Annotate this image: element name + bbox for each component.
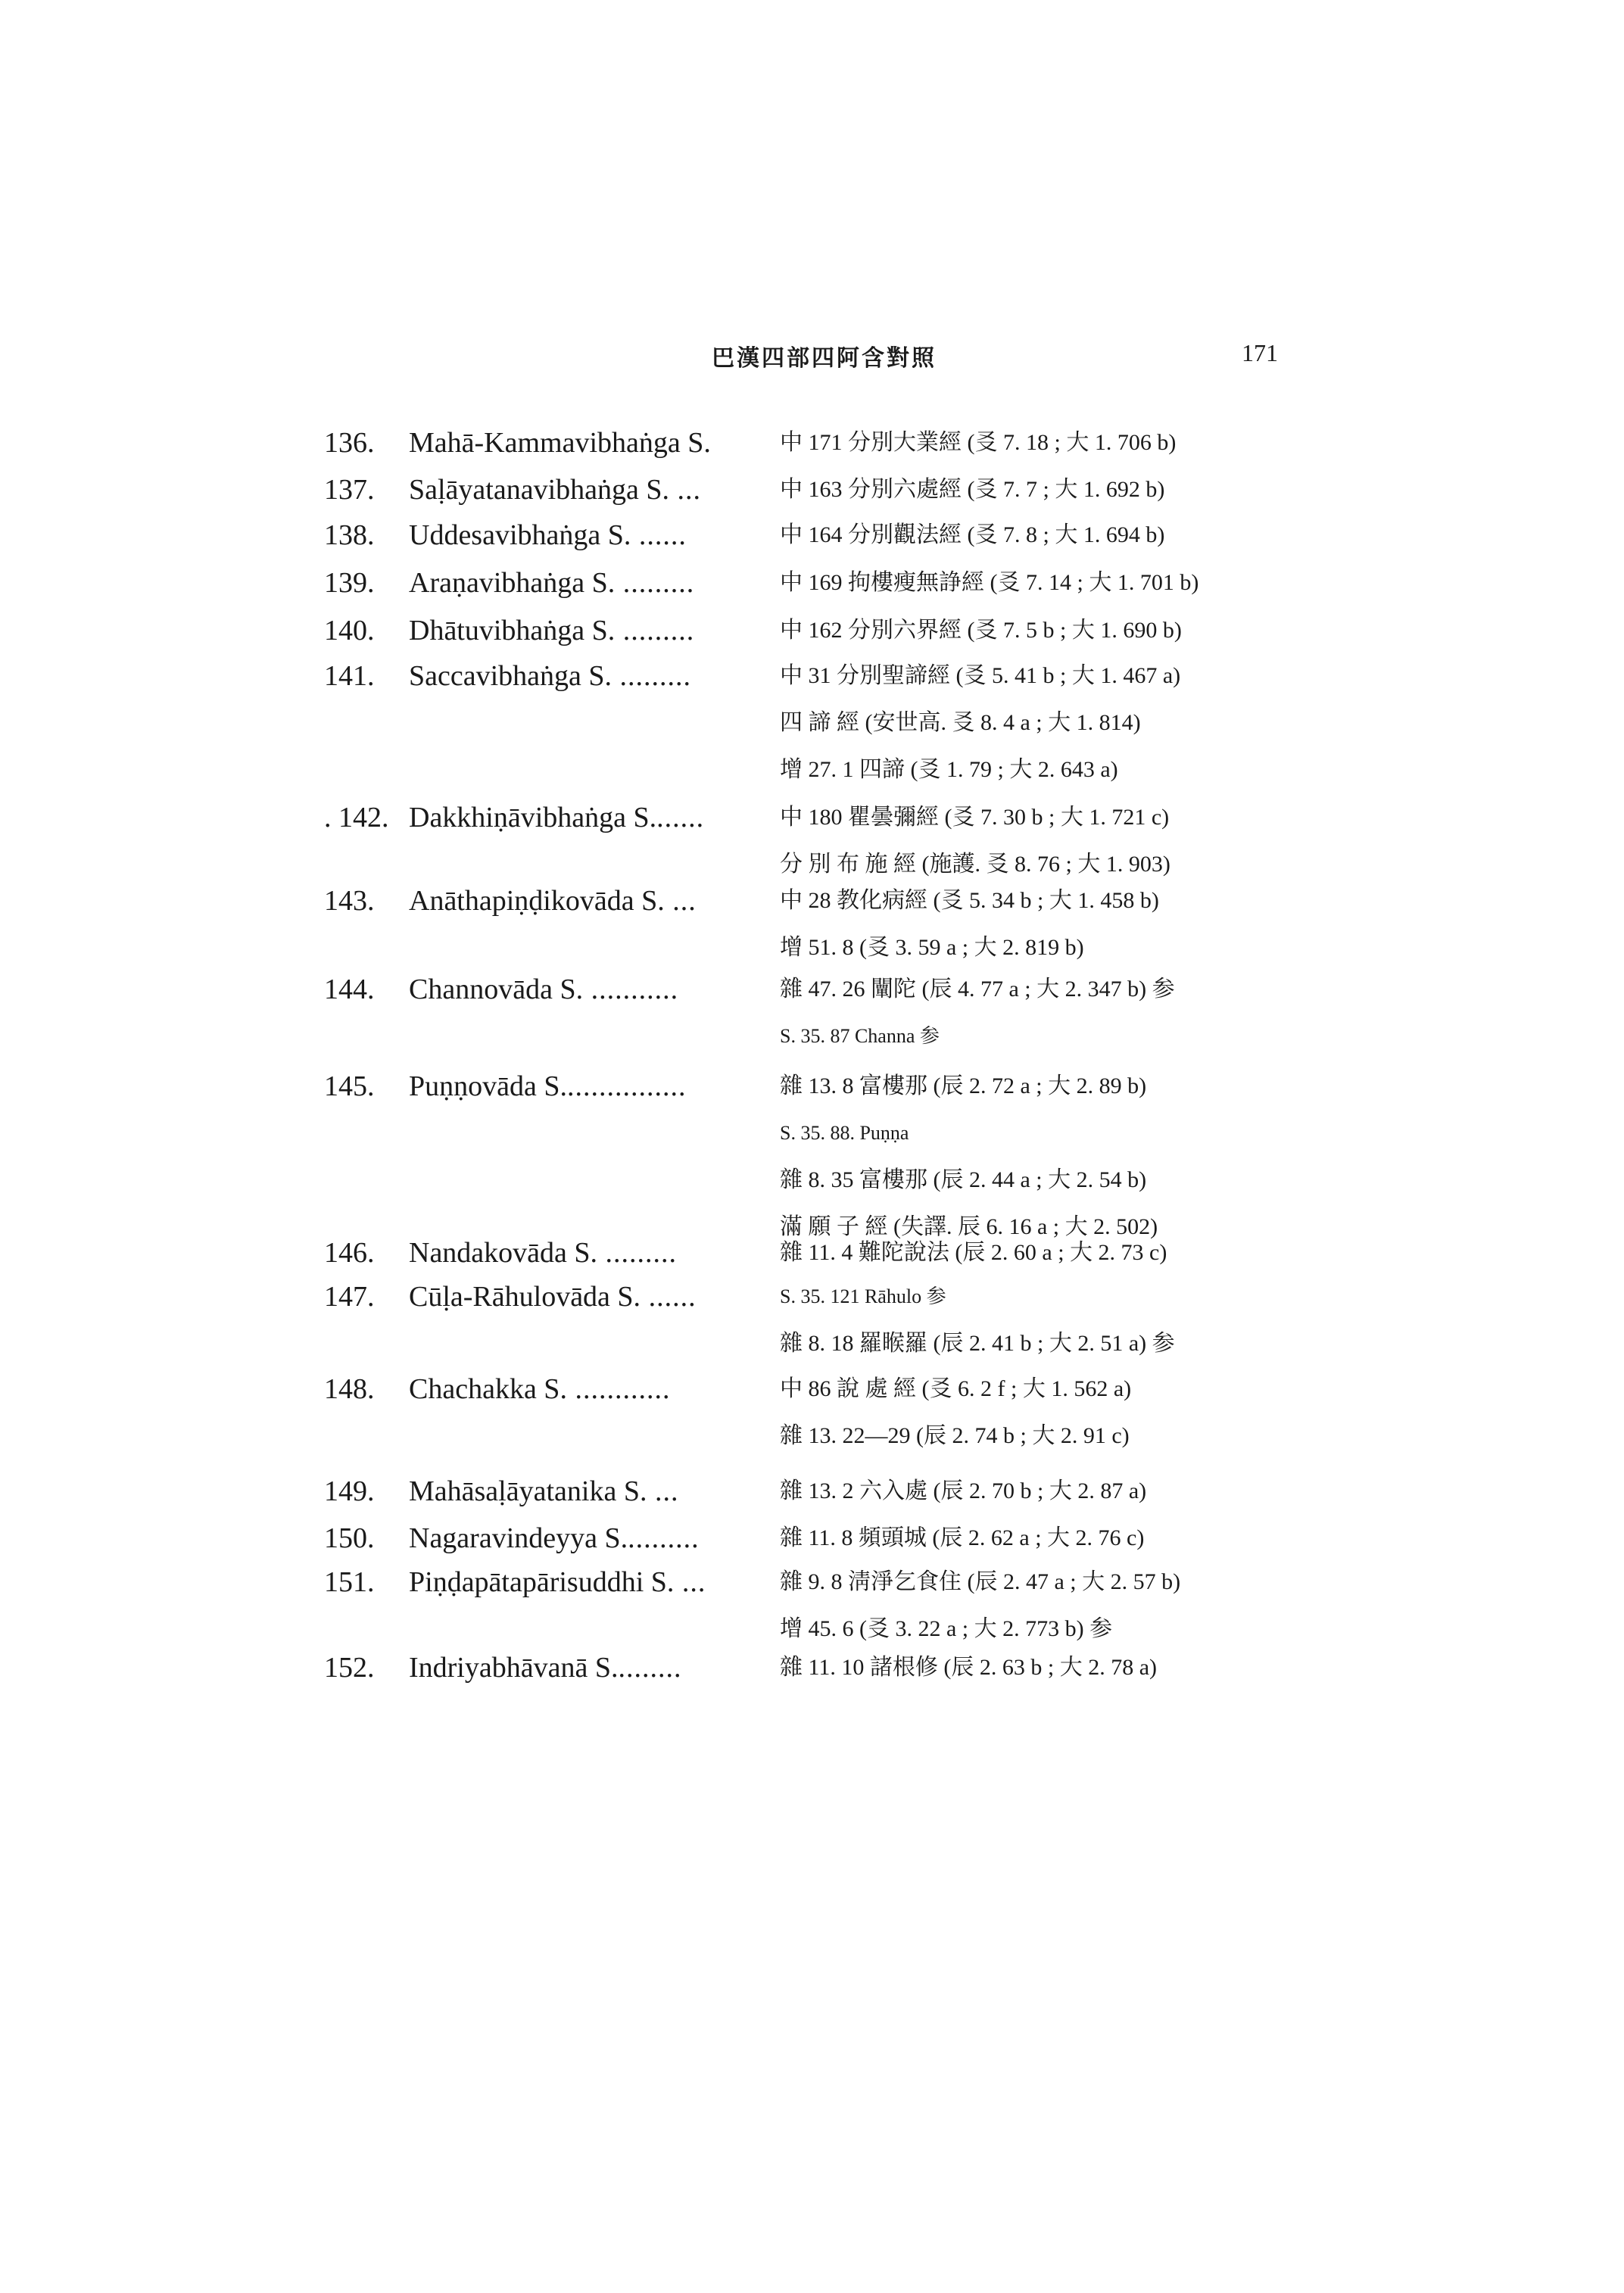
leader-dots: .........	[612, 660, 692, 692]
leader-dots: ........	[618, 1652, 682, 1684]
page-number: 171	[1242, 339, 1278, 366]
sutta-name: Nagaravindeyya S.	[409, 1522, 628, 1554]
leader-dots: .........	[615, 567, 695, 599]
sutta-name: Saḷāyatanavibhaṅga S.	[409, 474, 670, 506]
entry-title	[409, 657, 691, 695]
sutta-name: Chachakka S.	[409, 1373, 567, 1405]
entry-number: 149.	[324, 1475, 375, 1507]
additional-reference: 雜 8. 35 富樓那 (辰 2. 44 a ; 大 2. 54 b)	[780, 1167, 1147, 1192]
entry-title	[409, 882, 697, 920]
entry-number: 141.	[324, 660, 375, 692]
sutta-name: Cūḷa-Rāhulovāda S.	[409, 1281, 641, 1313]
primary-reference: 中 171 分別大業經 (㕛 7. 18 ; 大 1. 706 b)	[780, 430, 1177, 455]
primary-reference: 雜 13. 2 六入處 (辰 2. 70 b ; 大 2. 87 a)	[780, 1478, 1147, 1503]
entry-title	[409, 471, 701, 509]
sutta-name: Dhātuvibhaṅga S.	[409, 615, 616, 646]
leader-dots: ...............	[567, 1070, 687, 1102]
leader-dots: ............	[566, 1373, 671, 1405]
additional-reference: 分 別 布 施 經 (施護. 㕛 8. 76 ; 大 1. 903)	[780, 852, 1170, 877]
sutta-name: Channovāda S.	[409, 974, 584, 1005]
entry-number: 144.	[324, 974, 375, 1005]
entry-title	[409, 1519, 700, 1557]
additional-reference: 增 51. 8 (㕛 3. 59 a ; 大 2. 819 b)	[780, 935, 1084, 960]
additional-reference: S. 35. 88. Puṇṇa	[780, 1122, 909, 1144]
entry-title	[409, 516, 687, 554]
entry-number: 145.	[324, 1070, 375, 1102]
leader-dots: ......	[641, 1281, 697, 1313]
entry-number: 138.	[324, 519, 375, 551]
additional-reference: 增 45. 6 (㕛 3. 22 a ; 大 2. 773 b) 参	[780, 1616, 1113, 1641]
entry-number: 136.	[324, 427, 375, 459]
entry-number: 143.	[324, 885, 375, 917]
primary-reference: 中 169 拘樓瘦無諍經 (㕛 7. 14 ; 大 1. 701 b)	[780, 570, 1199, 595]
additional-reference: 雜 13. 22—29 (辰 2. 74 b ; 大 2. 91 c)	[780, 1423, 1130, 1448]
sutta-name: Araṇavibhaṅga S.	[409, 567, 616, 599]
entry-title	[409, 1278, 697, 1316]
sutta-name: Uddesavibhaṅga S.	[409, 519, 631, 551]
entry-number: 139.	[324, 567, 375, 599]
leader-dots: ...	[647, 1475, 679, 1507]
entry-title	[409, 612, 694, 650]
entry-number: 148.	[324, 1373, 375, 1405]
primary-reference: 中 31 分別聖諦經 (㕛 5. 41 b ; 大 1. 467 a)	[780, 663, 1181, 688]
entry-title	[409, 424, 711, 462]
primary-reference: 中 28 教化病經 (㕛 5. 34 b ; 大 1. 458 b)	[780, 888, 1159, 913]
sutta-name: Dakkhiṇāvibhaṅga S.	[409, 802, 657, 833]
primary-reference: 雜 11. 4 難陀說法 (辰 2. 60 a ; 大 2. 73 c)	[780, 1240, 1167, 1265]
primary-reference: 中 163 分別六處經 (㕛 7. 7 ; 大 1. 692 b)	[780, 477, 1165, 502]
leader-dots: .........	[597, 1237, 678, 1269]
sutta-name: Piṇḍapātapārisuddhi S.	[409, 1566, 675, 1598]
additional-reference: 滿 願 子 經 (失譯. 辰 6. 16 a ; 大 2. 502)	[780, 1214, 1158, 1239]
leader-dots: ...	[669, 474, 702, 506]
entry-number: 152.	[324, 1652, 375, 1684]
primary-reference: 中 164 分別觀法經 (㕛 7. 8 ; 大 1. 694 b)	[780, 522, 1165, 547]
primary-reference: 中 180 瞿曇彌經 (㕛 7. 30 b ; 大 1. 721 c)	[780, 805, 1170, 830]
entry-number: 150.	[324, 1522, 375, 1554]
entry-number: 146.	[324, 1237, 375, 1269]
entry-number: 137.	[324, 474, 375, 506]
primary-reference: 雜 9. 8 淸淨乞食住 (辰 2. 47 a ; 大 2. 57 b)	[780, 1569, 1181, 1594]
additional-reference: 四 諦 經 (安世高. 㕛 8. 4 a ; 大 1. 814)	[780, 710, 1141, 735]
entry-title	[409, 1649, 681, 1687]
leader-dots: ......	[656, 802, 705, 833]
entry-title	[409, 1472, 678, 1510]
sutta-name: Puṇṇovāda S.	[409, 1070, 567, 1102]
entry-title	[409, 1563, 706, 1601]
sutta-name: Nandakovāda S.	[409, 1237, 598, 1269]
additional-reference: S. 35. 87 Channa 参	[780, 1025, 940, 1047]
primary-reference: 雜 47. 26 闡陀 (辰 4. 77 a ; 大 2. 347 b) 参	[780, 977, 1175, 1002]
primary-reference: 中 86 說 處 經 (㕛 6. 2 f ; 大 1. 562 a)	[780, 1376, 1132, 1401]
entry-title	[409, 799, 704, 837]
primary-reference: 中 162 分別六界經 (㕛 7. 5 b ; 大 1. 690 b)	[780, 618, 1182, 643]
sutta-name: Saccavibhaṅga S.	[409, 660, 613, 692]
entry-number: 151.	[324, 1566, 375, 1598]
primary-reference: S. 35. 121 Rāhulo 参	[780, 1285, 946, 1307]
additional-reference: 雜 8. 18 羅睺羅 (辰 2. 41 b ; 大 2. 51 a) 参	[780, 1331, 1175, 1356]
leader-dots: ...	[674, 1566, 706, 1598]
entry-title	[409, 1234, 677, 1272]
leader-dots: .........	[615, 615, 695, 646]
entry-title	[409, 970, 678, 1008]
sutta-name: Mahā-Kammavibhaṅga S.	[409, 427, 711, 459]
sutta-name: Indriyabhāvanā S.	[409, 1652, 619, 1684]
entry-number: 147.	[324, 1281, 375, 1313]
entry-title	[409, 1067, 687, 1105]
entry-number: . 142.	[324, 802, 389, 833]
primary-reference: 雜 11. 8 頻頭城 (辰 2. 62 a ; 大 2. 76 c)	[780, 1525, 1145, 1550]
leader-dots: .........	[628, 1522, 700, 1554]
leader-dots: ...	[664, 885, 697, 917]
leader-dots: ...........	[583, 974, 679, 1005]
entry-number: 140.	[324, 615, 375, 646]
primary-reference: 雜 11. 10 諸根修 (辰 2. 63 b ; 大 2. 78 a)	[780, 1655, 1158, 1680]
entry-title	[409, 1370, 670, 1408]
primary-reference: 雜 13. 8 富樓那 (辰 2. 72 a ; 大 2. 89 b)	[780, 1073, 1147, 1098]
entry-title	[409, 564, 694, 602]
leader-dots: ......	[631, 519, 687, 551]
sutta-name: Mahāsaḷāyatanika S.	[409, 1475, 647, 1507]
additional-reference: 增 27. 1 四諦 (㕛 1. 79 ; 大 2. 643 a)	[780, 757, 1118, 782]
sutta-name: Anāthapiṇḍikovāda S.	[409, 885, 665, 917]
running-title: 巴漢四部四阿含對照	[712, 345, 937, 372]
